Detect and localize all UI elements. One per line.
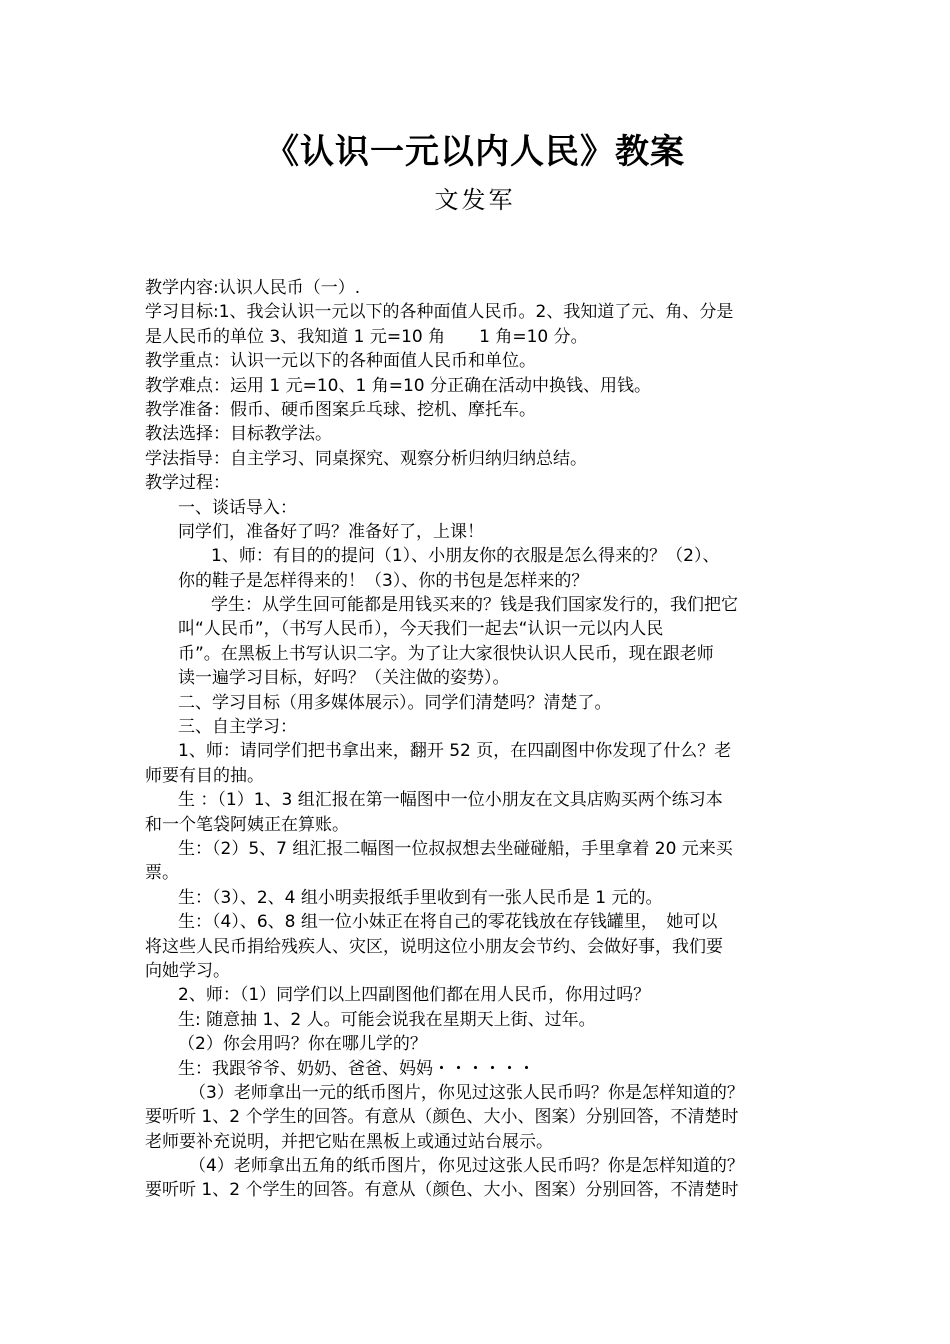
text-line: 教学过程： xyxy=(145,473,230,494)
text-line: 学生：从学生回可能都是用钱买来的？钱是我们国家发行的，我们把它 xyxy=(211,595,738,616)
document-title: 《认识一元以内人民》教案 xyxy=(265,132,685,172)
text-line: 票。 xyxy=(145,863,179,884)
text-line: 教法选择：目标教学法。 xyxy=(145,424,332,445)
text-line: 老师要补充说明，并把它贴在黑板上或通过站台展示。 xyxy=(145,1131,553,1152)
text-line: 学习目标:1、我会认识一元以下的各种面值人民币。2、我知道了元、角、分是 xyxy=(145,302,734,323)
text-line: 教学重点：认识一元以下的各种面值人民币和单位。 xyxy=(145,351,536,372)
text-line: 教学难点：运用 1 元=10、1 角=10 分正确在活动中换钱、用钱。 xyxy=(145,375,651,396)
text-line: 读一遍学习目标，好吗？（关注做的姿势）。 xyxy=(178,668,510,689)
text-line: 一、谈话导入： xyxy=(178,497,297,518)
text-line: 将这些人民币捐给残疾人、灾区，说明这位小朋友会节约、会做好事，我们要 xyxy=(145,936,723,957)
text-line: 生：（3）、2、4 组小明卖报纸手里收到有一张人民币是 1 元的。 xyxy=(178,887,663,908)
text-line: 生：（4）、6、8 组一位小妹正在将自己的零花钱放在存钱罐里， 她可以 xyxy=(178,912,718,933)
text-line: 1、师：有目的的提问（1）、小朋友你的衣服是怎么得来的？（2）、 xyxy=(211,546,720,567)
text-line: 师要有目的抽。 xyxy=(145,765,264,786)
text-line: 和一个笔袋阿姨正在算账。 xyxy=(145,814,349,835)
text-line: 要听听 1、2 个学生的回答。有意从（颜色、大小、图案）分别回答，不清楚时 xyxy=(145,1180,739,1201)
text-line: （3）老师拿出一元的纸币图片，你见过这张人民币吗？你是怎样知道的？ xyxy=(189,1082,744,1103)
text-line: 学法指导：自主学习、同桌探究、观察分析归纳归纳总结。 xyxy=(145,448,587,469)
text-line: 三、自主学习： xyxy=(178,717,297,738)
text-line: 你的鞋子是怎样得来的！（3）、你的书包是怎样来的？ xyxy=(178,570,589,591)
text-line: 教学内容:认识人民币（一）. xyxy=(145,278,361,298)
text-line: 二、学习目标（用多媒体展示）。同学们清楚吗？清楚了。 xyxy=(178,692,612,713)
text-line: 生：我跟爷爷、奶奶、爸爸、妈妈・・・・・・ xyxy=(178,1058,535,1079)
text-line: 生 ：（1）1、3 组汇报在第一幅图中一位小朋友在文具店购买两个练习本 xyxy=(178,790,723,811)
text-line: 1、师：请同学们把书拿出来，翻开 52 页，在四副图中你发现了什么？老 xyxy=(178,741,732,762)
text-line: （4）老师拿出五角的纸币图片，你见过这张人民币吗？你是怎样知道的？ xyxy=(189,1156,744,1177)
document-author: 文发军 xyxy=(434,186,516,214)
text-line: 叫“人民币”，（书写人民币），今天我们一起去“认识一元以内人民 xyxy=(178,619,664,640)
text-line: 生: 随意抽 1、2 人。可能会说我在星期天上街、过年。 xyxy=(178,1009,596,1030)
text-line: 生：（2）5、7 组汇报二幅图一位叔叔想去坐碰碰船，手里拿着 20 元来买 xyxy=(178,838,733,859)
text-line: 币”。在黑板上书写认识二字。为了让大家很快认识人民币，现在跟老师 xyxy=(178,643,714,664)
text-line: 2、师：（1）同学们以上四副图他们都在用人民币，你用过吗？ xyxy=(178,985,651,1006)
text-line: 教学准备：假币、硬币图案乒乓球、挖机、摩托车。 xyxy=(145,399,536,420)
text-line: 是人民币的单位 3、我知道 1 元=10 角 1 角=10 分。 xyxy=(145,326,588,347)
text-line: 要听听 1、2 个学生的回答。有意从（颜色、大小、图案）分别回答，不清楚时 xyxy=(145,1107,739,1128)
text-line: 向她学习。 xyxy=(145,960,230,981)
text-line: （2）你会用吗？你在哪儿学的？ xyxy=(178,1034,427,1055)
text-line: 同学们，准备好了吗？准备好了，上课！ xyxy=(178,521,484,542)
document-body xyxy=(145,276,817,1203)
